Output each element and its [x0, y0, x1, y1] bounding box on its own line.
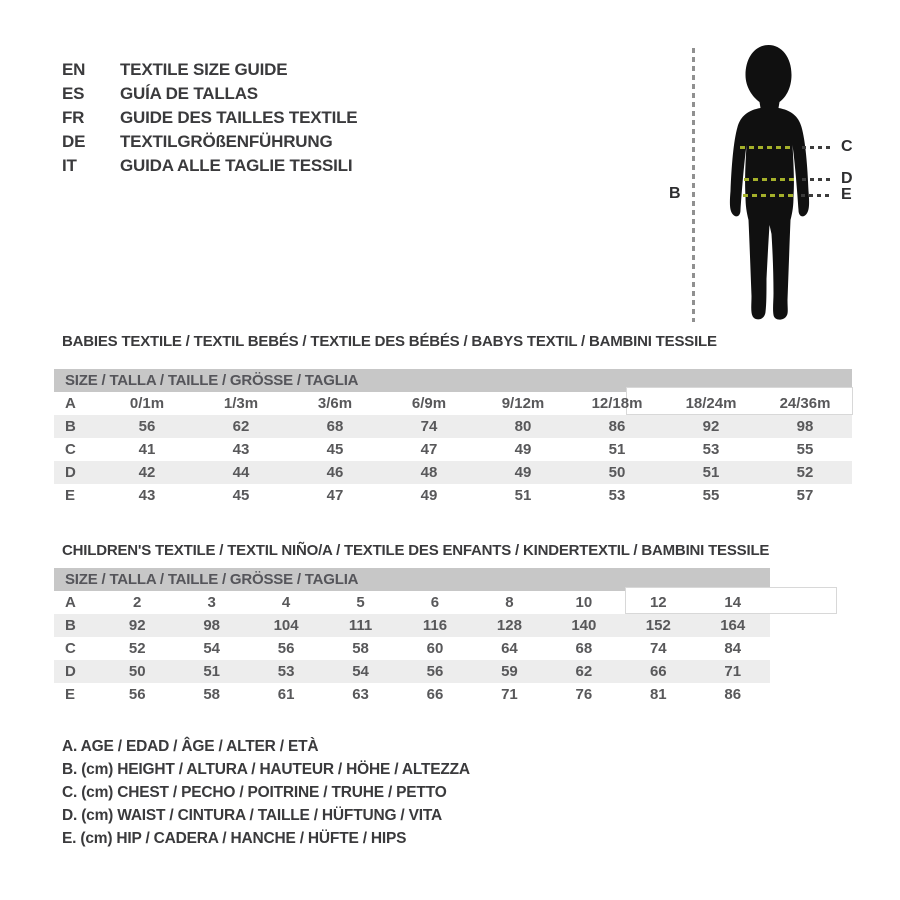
language-code: IT: [62, 156, 77, 175]
language-row: [62, 82, 357, 106]
size-value-cell: 56: [277, 640, 295, 657]
size-value-cell: 64: [501, 640, 518, 657]
children-section-title: CHILDREN'S TEXTILE / TEXTIL NIÑO/A / TEXTILE DES ENFANTS / KINDERTEXTIL / BAMBINI TESSILE: [62, 542, 770, 559]
language-row: [62, 58, 357, 82]
size-value-cell: 66: [649, 663, 667, 680]
language-code: ES: [62, 84, 85, 103]
language-code: EN: [62, 60, 86, 79]
size-value-cell: 51: [608, 441, 626, 458]
chest-measure-line: [740, 146, 790, 149]
row-label: C: [65, 441, 76, 458]
size-value-cell: 43: [232, 441, 250, 458]
size-value-cell: 56: [426, 663, 444, 680]
size-value-cell: 9/12m: [501, 395, 545, 412]
size-value-cell: 49: [514, 464, 532, 481]
size-value-cell: 24/36m: [779, 395, 831, 412]
size-value-cell: 63: [352, 686, 369, 703]
table-row-height: [54, 415, 852, 438]
size-value-cell: 128: [496, 617, 522, 634]
language-row: [62, 154, 357, 178]
table-row-hip: [54, 484, 852, 507]
size-value-cell: 49: [420, 487, 438, 504]
size-value-cell: 58: [203, 686, 220, 703]
hip-measure-line-extension: [801, 194, 832, 197]
legend-line-hip: E. (cm) HIP / CADERA / HANCHE / HÜFTE / HIPS: [62, 830, 407, 847]
size-value-cell: 46: [326, 464, 344, 481]
table-row-chest: [54, 637, 770, 660]
size-value-cell: 62: [232, 418, 250, 435]
size-value-cell: 44: [232, 464, 250, 481]
table-row-hip: [54, 683, 770, 706]
row-label: D: [65, 663, 76, 680]
size-value-cell: 47: [420, 441, 438, 458]
size-value-cell: 74: [420, 418, 438, 435]
size-value-cell: 111: [348, 617, 373, 634]
babies-size-table: [54, 369, 852, 507]
size-value-cell: 164: [720, 617, 746, 634]
row-label: D: [65, 464, 76, 481]
size-value-cell: 12/18m: [591, 395, 643, 412]
row-label: B: [65, 617, 76, 634]
size-value-cell: 47: [326, 487, 344, 504]
measurement-legend: [62, 735, 470, 850]
figure-label-waist: D: [841, 170, 853, 187]
size-value-cell: 2: [133, 594, 142, 611]
size-value-cell: 6/9m: [411, 395, 447, 412]
size-value-cell: 92: [128, 617, 146, 634]
size-value-cell: 10: [575, 594, 593, 611]
size-value-cell: 68: [575, 640, 593, 657]
figure-label-hip: E: [841, 186, 852, 203]
size-value-cell: 71: [501, 686, 518, 703]
chest-measure-line-extension: [802, 146, 834, 149]
size-value-cell: 104: [273, 617, 299, 634]
table-row-chest: [54, 438, 852, 461]
language-title: GUIDA ALLE TAGLIE TESSILI: [120, 156, 353, 175]
size-value-cell: 1/3m: [223, 395, 259, 412]
size-header-row: SIZE / TALLA / TAILLE / GRÖSSE / TAGLIA: [54, 568, 770, 591]
size-value-cell: 51: [514, 487, 532, 504]
size-value-cell: 81: [649, 686, 667, 703]
waist-measure-line: [744, 178, 795, 181]
size-value-cell: 61: [277, 686, 295, 703]
size-value-cell: 74: [649, 640, 667, 657]
size-value-cell: 57: [796, 487, 814, 504]
size-value-cell: 98: [203, 617, 220, 634]
size-value-cell: 48: [420, 464, 438, 481]
size-value-cell: 56: [138, 418, 156, 435]
size-value-cell: 52: [128, 640, 146, 657]
language-title: GUÍA DE TALLAS: [120, 84, 258, 103]
size-value-cell: 53: [277, 663, 295, 680]
figure-label-chest: C: [841, 138, 853, 155]
size-value-cell: 86: [724, 686, 742, 703]
size-value-cell: 116: [422, 617, 448, 634]
language-code: DE: [62, 132, 86, 151]
size-value-cell: 66: [426, 686, 444, 703]
legend-line-chest: C. (cm) CHEST / PECHO / POITRINE / TRUHE / PETTO: [62, 784, 447, 801]
size-value-cell: 55: [796, 441, 814, 458]
row-label: A: [65, 594, 76, 611]
size-value-cell: 80: [514, 418, 532, 435]
size-value-cell: 98: [796, 418, 814, 435]
hip-measure-line: [743, 194, 793, 197]
waist-measure-line-extension: [802, 178, 832, 181]
size-value-cell: 8: [505, 594, 514, 611]
size-value-cell: 54: [352, 663, 369, 680]
table-row-waist: [54, 461, 852, 484]
size-value-cell: 152: [645, 617, 671, 634]
size-value-cell: 49: [514, 441, 532, 458]
size-value-cell: 86: [608, 418, 626, 435]
babies-section-title: BABIES TEXTILE / TEXTIL BEBÉS / TEXTILE DES BÉBÉS / BABYS TEXTIL / BAMBINI TESSILE: [62, 333, 717, 350]
size-value-cell: 53: [608, 487, 626, 504]
row-label: B: [65, 418, 76, 435]
size-value-cell: 6: [430, 594, 440, 611]
language-title: TEXTILGRÖßENFÜHRUNG: [120, 132, 333, 151]
size-value-cell: 12: [649, 594, 667, 611]
size-value-cell: 41: [138, 441, 156, 458]
size-value-cell: 84: [724, 640, 742, 657]
size-value-cell: 50: [128, 663, 146, 680]
row-label: C: [65, 640, 76, 657]
size-value-cell: 55: [702, 487, 720, 504]
size-value-cell: 42: [138, 464, 156, 481]
size-value-cell: 59: [501, 663, 518, 680]
size-value-cell: 58: [352, 640, 369, 657]
size-value-cell: 71: [724, 663, 742, 680]
size-value-cell: 18/24m: [685, 395, 737, 412]
size-value-cell: 62: [575, 663, 593, 680]
size-value-cell: 56: [128, 686, 146, 703]
table-row-height: [54, 614, 770, 637]
size-value-cell: 140: [571, 617, 597, 634]
children-size-table: [54, 568, 770, 706]
size-value-cell: 3: [207, 594, 216, 611]
size-value-cell: 14: [724, 594, 742, 611]
size-value-cell: 76: [575, 686, 593, 703]
legend-line-waist: D. (cm) WAIST / CINTURA / TAILLE / HÜFTUNG / VITA: [62, 807, 442, 824]
table-row-waist: [54, 660, 770, 683]
size-value-cell: 45: [326, 441, 344, 458]
table-row-age: [54, 392, 852, 415]
table-row-age: [54, 591, 770, 614]
size-value-cell: 5: [356, 594, 365, 611]
language-row: [62, 130, 357, 154]
size-value-cell: 54: [203, 640, 220, 657]
language-code: FR: [62, 108, 85, 127]
size-value-cell: 43: [138, 487, 156, 504]
size-value-cell: 4: [281, 594, 291, 611]
size-value-cell: 53: [702, 441, 720, 458]
language-title: GUIDE DES TAILLES TEXTILE: [120, 108, 358, 127]
size-value-cell: 51: [203, 663, 220, 680]
language-title: TEXTILE SIZE GUIDE: [120, 60, 288, 79]
row-label: A: [65, 395, 76, 412]
size-value-cell: 92: [702, 418, 720, 435]
size-value-cell: 52: [796, 464, 814, 481]
language-title-list: [62, 58, 357, 178]
size-value-cell: 68: [326, 418, 344, 435]
language-row: [62, 106, 357, 130]
size-value-cell: 50: [608, 464, 626, 481]
legend-line-age: A. AGE / EDAD / ÂGE / ALTER / ETÀ: [62, 738, 319, 755]
row-label: E: [65, 686, 76, 703]
size-value-cell: 51: [702, 464, 720, 481]
size-header-row: SIZE / TALLA / TAILLE / GRÖSSE / TAGLIA: [54, 369, 852, 392]
size-value-cell: 60: [426, 640, 444, 657]
child-silhouette-image: [721, 44, 818, 322]
size-value-cell: 3/6m: [317, 395, 353, 412]
legend-line-height: B. (cm) HEIGHT / ALTURA / HAUTEUR / HÖHE / ALTEZZA: [62, 761, 470, 778]
size-value-cell: 45: [232, 487, 250, 504]
figure-label-height: B: [669, 185, 681, 202]
size-value-cell: 0/1m: [129, 395, 165, 412]
row-label: E: [65, 487, 76, 504]
height-measure-line: [692, 48, 695, 322]
